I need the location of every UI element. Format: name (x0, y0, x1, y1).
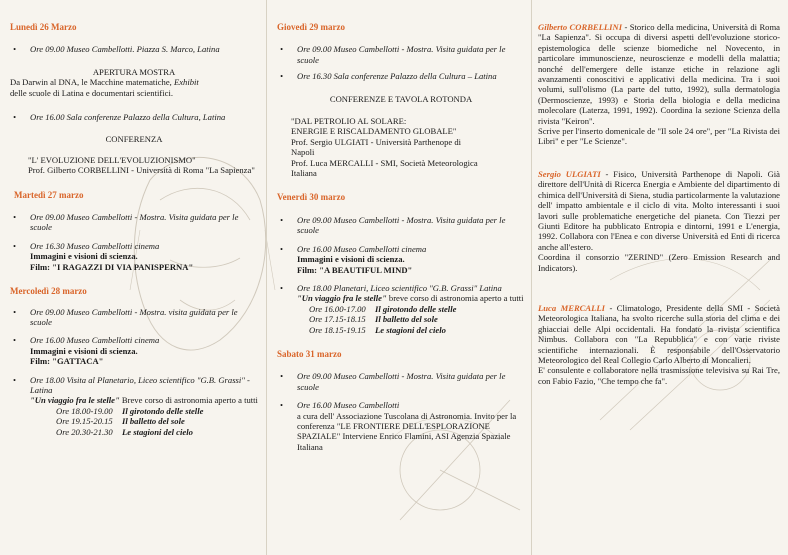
schedule-text: a cura dell' Associazione Tuscolana di Astronomia. Invito per la conferenza "LE FRONTIERE DELL'ESPLORAZIONE SPAZIALE" Interviene Enrico Flamini, ASI Agenzia Spaziale Italiana (297, 410, 517, 452)
speaker-name: Sergio ULGIATI (538, 168, 601, 179)
schedule-text: Ore 09.00 Museo Cambellotti - Mostra. Visita guidata per le scuole (297, 371, 506, 392)
schedule-item (277, 71, 525, 81)
speakers-column-right (538, 0, 780, 555)
schedule-item (277, 215, 525, 236)
bullet-icon: • (13, 44, 17, 55)
schedule-text: Ore 16.30 Museo Cambellotti cinema (30, 240, 160, 251)
day-heading: Giovedì 29 marzo (277, 22, 345, 32)
speaker-line: Prof. Luca MERCALLI - SMI, Società Meteorologica Italiana (291, 157, 478, 179)
speaker-name: Luca MERCALLI (538, 302, 605, 313)
conference-title: "DAL PETROLIO AL SOLARE: (291, 116, 407, 127)
bio-text: - Climatologo, Presidente della SMI - Società Meteorologica Italiana, ha svolto ricerche sulla storia del clima e dei ghiacciai delle Alpi occidentali. Ha fondato la rivista scientifica Nimbus. Collabora con "La Repubblica" e con varie riviste scientifiche internazionali. È responsabile dell'Osservatorio Meteorologico del Real Collegio Carlo Alberto di Moncalieri. (538, 302, 780, 365)
session-name: Le stagioni del cielo (122, 426, 193, 437)
session-name: Le stagioni del cielo (375, 324, 446, 335)
schedule-item (10, 335, 258, 366)
speaker-name: Gilberto CORBELLINI (538, 22, 623, 32)
bio-text: - Storico della medicina, Università di Roma "La Sapienza". Si occupa di diversi aspetti dell'evoluzione storico-epistemologica delle scienze biomediche nel Novecento, in particolare immunoscienze, neuroscienze e modelli della malattia; nonché dell'emergere delle istanze etiche in relazione agli avanzamenti conoscitivi e applicativi della medicina. Tra i suoi volumi, sull'olismo (La parte del tutto, 1992), sulla dermatologia (Dermoscienze, 1993) e Storia della biologia e della medicina molecolare (Laterza, 1991, 1992). Coordina la sezione Scienza della rivista "Keiron". (538, 22, 780, 126)
schedule-item (10, 212, 258, 233)
conference-title: "L' EVOLUZIONE DELL'EVOLUZIONISMO" (28, 154, 196, 165)
description-text: Da Darwin al DNA, le Macchine matematiche, (10, 77, 172, 88)
schedule-text: Ore 09.00 Museo Cambellotti - Mostra. Visita guidata per le scuole (30, 212, 239, 233)
description-text: Exhibit (173, 77, 199, 88)
speaker-bio (538, 303, 780, 365)
session-row (56, 406, 258, 416)
exhibition-description (10, 77, 258, 87)
schedule-text: Ore 18.00 Planetari, Liceo scientifico "G.B. Grassi" Latina (297, 282, 502, 293)
schedule-text: breve corso di astronomia aperto a tutti (386, 293, 524, 304)
schedule-item (10, 44, 258, 54)
day-heading: Sabato 31 marzo (277, 348, 342, 359)
bullet-icon: • (13, 374, 17, 385)
day-heading: Lunedì 26 Marzo (10, 22, 77, 32)
bullet-icon: • (280, 214, 284, 225)
speaker-bio-extra: E' consulente e collaboratore nella trasmissione televisiva su Rai Tre, con Fabio Fazio, "Che tempo che fa". (538, 365, 780, 386)
schedule-text: Ore 09.00 Museo Cambellotti - Mostra. Visita guidata per le scuole (297, 44, 506, 65)
speaker-bio-extra: Scrive per l'inserto domenicale de "Il sole 24 ore", per "La Rivista dei Libri" e per "Le Scienze". (538, 126, 780, 147)
schedule-item (277, 371, 525, 392)
session-row (309, 325, 525, 335)
schedule-item (10, 307, 258, 328)
schedule-text: Ore 09.00 Museo Cambellotti - Mostra. Visita guidata per le scuole (297, 214, 506, 236)
bullet-icon: • (13, 212, 17, 223)
schedule-text: Ore 16.00 Museo Cambellotti cinema (297, 243, 427, 254)
bullet-icon: • (13, 306, 17, 317)
speaker-line: Prof. Sergio ULGIATI - Università Parthenope di Napoli (291, 136, 462, 158)
schedule-text: Ore 16.30 Sala conferenze Palazzo della Cultura – Latina (297, 71, 497, 82)
schedule-text: Immagini e visioni di scienza. (297, 254, 405, 265)
session-time: Ore 18.00-19.00 (56, 405, 113, 416)
session-time: Ore 20.30-21.30 (56, 426, 113, 437)
film-title: Film: "GATTACA" (30, 356, 104, 367)
schedule-text: Ore 16.00 Sala conferenze Palazzo della Cultura, Latina (30, 112, 226, 123)
schedule-text: Immagini e visioni di scienza. (30, 345, 138, 356)
schedule-item (10, 112, 258, 122)
schedule-item (277, 244, 525, 275)
course-title: "Un viaggio fra le stelle" (30, 395, 120, 406)
bullet-icon: • (280, 400, 284, 411)
bullet-icon: • (13, 240, 17, 251)
column-divider (531, 0, 532, 555)
session-row (56, 416, 258, 426)
session-time: Ore 16.00-17.00 (309, 303, 366, 314)
schedule-text: Ore 16.00 Museo Cambellotti cinema (30, 335, 160, 346)
program-column-left (10, 0, 258, 555)
schedule-item (277, 283, 525, 304)
schedule-item (277, 44, 525, 65)
course-title: "Un viaggio fra le stelle" (297, 293, 387, 304)
session-times (277, 304, 525, 335)
session-name: Il girotondo delle stelle (375, 303, 457, 314)
speaker-line: Prof. Gilberto CORBELLINI - Università di Roma "La Sapienza" (28, 165, 255, 176)
film-title: Film: "A BEAUTIFUL MIND" (297, 264, 413, 275)
bullet-icon: • (280, 371, 284, 382)
session-name: Il balletto del sole (122, 416, 185, 427)
exhibition-description: delle scuole di Latina e documentari scientifici. (10, 87, 173, 98)
schedule-text: Breve corso di astronomia aperto a tutti (119, 395, 258, 406)
schedule-text: Ore 09.00 Museo Cambellotti. Piazza S. Marco, Latina (30, 44, 220, 55)
session-row (309, 304, 525, 314)
bio-text: - Fisico, Università Parthenope di Napoli. Già direttore dell'Unità di Ricerca Energia e Ambiente del dipartimento di chimica dell'Università di Siena, studia particolarmente la valutazione dell' impatto ambientale e il ciclo di vita. Molto interessanti i suoi lavori sulle problematiche energetiche del pianeta. Con Tiezzi per Giunti Editore ha pubblicato Entropia e dintorni, 1991 e L'energia, 1992. Collabora con l'Enea e con diverse Università ed Enti di ricerca anche all'estero. (538, 168, 780, 252)
schedule-item (10, 241, 258, 272)
session-row (309, 314, 525, 324)
bullet-icon: • (280, 243, 284, 254)
section-heading: APERTURA MOSTRA (92, 66, 176, 77)
schedule-item (277, 400, 525, 452)
schedule-text: Immagini e visioni di scienza. (30, 251, 138, 262)
schedule-text: Ore 16.00 Museo Cambellotti (297, 400, 400, 411)
day-heading: Venerdì 30 marzo (277, 192, 346, 203)
session-name: Il balletto del sole (375, 314, 438, 325)
session-row (56, 427, 258, 437)
section-heading: CONFERENZA (105, 134, 163, 145)
day-heading: Martedì 27 marzo (14, 189, 84, 200)
session-time: Ore 19.15-20.15 (56, 416, 113, 427)
session-time: Ore 18.15-19.15 (309, 324, 366, 335)
column-divider (266, 0, 267, 555)
conference-title: ENERGIE E RISCALDAMENTO GLOBALE" (291, 126, 457, 137)
session-times (10, 406, 258, 437)
speaker-bio (538, 169, 780, 252)
bullet-icon: • (280, 44, 284, 55)
section-heading: CONFERENZE E TAVOLA ROTONDA (329, 93, 473, 104)
program-column-middle (277, 0, 525, 555)
session-name: Il girotondo delle stelle (122, 405, 204, 416)
bullet-icon: • (280, 282, 284, 293)
bullet-icon: • (280, 71, 284, 82)
film-title: Film: "I RAGAZZI DI VIA PANISPERNA" (30, 261, 194, 272)
schedule-text: Ore 09.00 Museo Cambellotti - Mostra. visita guidata per le scuole (30, 306, 238, 327)
day-heading: Mercoledì 28 marzo (10, 286, 87, 297)
bullet-icon: • (13, 335, 17, 346)
session-time: Ore 17.15-18.15 (309, 314, 366, 325)
bullet-icon: • (13, 112, 17, 123)
schedule-text: Ore 18.00 Visita al Planetario, Liceo scientifico "G.B. Grassi" - Latina (30, 374, 250, 395)
speaker-bio (538, 22, 780, 126)
schedule-item (10, 375, 258, 406)
speaker-bio-extra: Coordina il consorzio "ZERIND" (Zero Emission Research and Indicators). (538, 252, 780, 273)
